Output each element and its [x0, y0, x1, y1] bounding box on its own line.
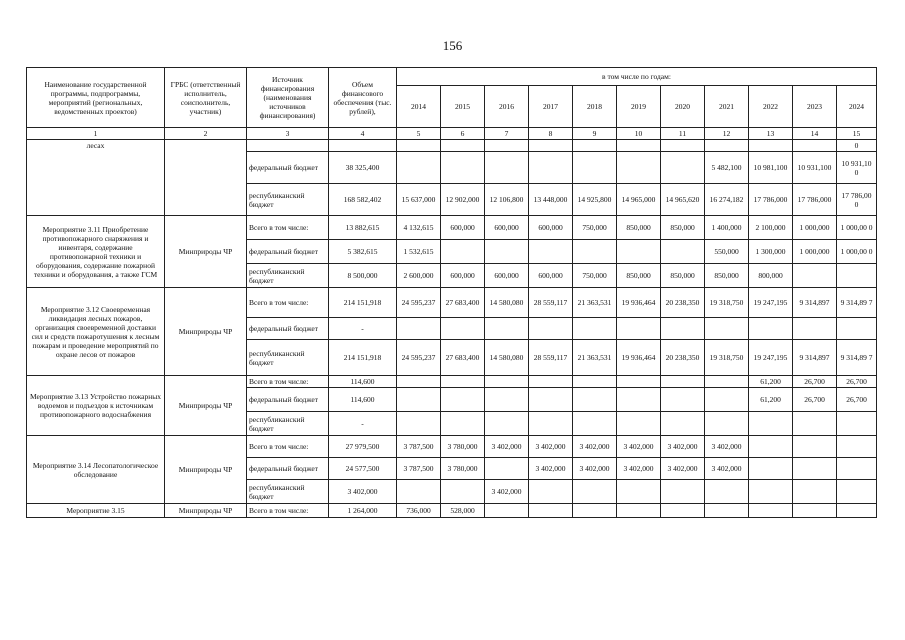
column-number: 8	[529, 128, 573, 140]
year-value	[529, 388, 573, 412]
year-value	[573, 240, 617, 264]
year-value	[573, 504, 617, 518]
year-value	[441, 240, 485, 264]
year-value	[749, 412, 793, 436]
source-cell: Всего в том числе:	[247, 376, 329, 388]
year-value	[397, 388, 441, 412]
column-number: 11	[661, 128, 705, 140]
year-value	[793, 504, 837, 518]
year-value	[485, 152, 529, 184]
year-value	[573, 480, 617, 504]
year-value: 17 786,000	[793, 184, 837, 216]
header-by-years: в том числе по годам:	[397, 68, 877, 86]
year-value	[573, 388, 617, 412]
year-value	[397, 152, 441, 184]
year-value: 850,000	[617, 264, 661, 288]
year-value	[793, 458, 837, 480]
year-value	[529, 140, 573, 152]
total-cell: 1 264,000	[329, 504, 397, 518]
column-number: 4	[329, 128, 397, 140]
year-value: 19 318,750	[705, 288, 749, 318]
year-value	[485, 376, 529, 388]
year-value	[441, 140, 485, 152]
table-row	[27, 504, 877, 518]
year-value: 0	[837, 140, 877, 152]
year-value: 3 402,000	[485, 480, 529, 504]
year-value	[837, 264, 877, 288]
year-header: 2024	[837, 86, 877, 128]
total-cell	[329, 140, 397, 152]
source-cell: федеральный бюджет	[247, 458, 329, 480]
year-value	[573, 140, 617, 152]
year-value: 3 780,000	[441, 436, 485, 458]
year-value: 2 100,000	[749, 216, 793, 240]
year-value	[793, 480, 837, 504]
year-value: 1 000,00 0	[837, 240, 877, 264]
year-value	[793, 318, 837, 340]
year-value: 1 400,000	[705, 216, 749, 240]
total-cell: 214 151,918	[329, 340, 397, 376]
continuation-grbs	[165, 140, 247, 216]
total-cell: 114,600	[329, 388, 397, 412]
year-value: 600,000	[441, 264, 485, 288]
year-value: 9 314,89 7	[837, 340, 877, 376]
year-value: 14 965,000	[617, 184, 661, 216]
year-value	[617, 504, 661, 518]
measure-grbs: Минприроды ЧР	[165, 216, 247, 288]
year-value	[441, 318, 485, 340]
year-value: 19 247,195	[749, 288, 793, 318]
year-header: 2021	[705, 86, 749, 128]
year-value: 19 247,195	[749, 340, 793, 376]
year-value	[661, 388, 705, 412]
total-cell: 27 979,500	[329, 436, 397, 458]
year-value	[397, 480, 441, 504]
year-value: 20 238,350	[661, 340, 705, 376]
year-value	[661, 240, 705, 264]
year-value: 3 402,000	[617, 458, 661, 480]
year-value: 24 595,237	[397, 288, 441, 318]
year-value	[661, 140, 705, 152]
source-cell: республиканский бюджет	[247, 480, 329, 504]
column-number: 2	[165, 128, 247, 140]
column-number: 5	[397, 128, 441, 140]
year-header: 2015	[441, 86, 485, 128]
table-row	[27, 436, 877, 458]
year-value: 600,000	[485, 264, 529, 288]
year-value: 750,000	[573, 216, 617, 240]
year-value: 750,000	[573, 264, 617, 288]
header-grbs: ГРБС (ответственный исполнитель, соисполнитель, участник)	[165, 68, 247, 128]
source-cell: республиканский бюджет	[247, 184, 329, 216]
year-value	[705, 480, 749, 504]
year-value	[617, 388, 661, 412]
year-value: 19 936,464	[617, 340, 661, 376]
year-value	[397, 318, 441, 340]
year-value	[573, 318, 617, 340]
total-cell: 8 500,000	[329, 264, 397, 288]
year-header: 2019	[617, 86, 661, 128]
year-value: 24 595,237	[397, 340, 441, 376]
table-row	[27, 288, 877, 318]
year-value	[573, 152, 617, 184]
year-value	[397, 376, 441, 388]
year-value: 3 402,000	[705, 458, 749, 480]
year-value: 2 600,000	[397, 264, 441, 288]
year-value: 3 402,000	[617, 436, 661, 458]
year-header: 2018	[573, 86, 617, 128]
year-header: 2016	[485, 86, 529, 128]
measure-name: Мероприятие 3.15	[27, 504, 165, 518]
year-value	[749, 458, 793, 480]
year-value: 3 402,000	[705, 436, 749, 458]
year-value: 21 363,531	[573, 288, 617, 318]
source-cell: республиканский бюджет	[247, 412, 329, 436]
year-value: 10 981,100	[749, 152, 793, 184]
year-value: 61,200	[749, 388, 793, 412]
year-value: 3 402,000	[529, 458, 573, 480]
year-value	[529, 318, 573, 340]
year-value: 600,000	[441, 216, 485, 240]
year-value: 1 000,000	[793, 216, 837, 240]
year-value	[485, 388, 529, 412]
year-value	[617, 412, 661, 436]
year-header: 2017	[529, 86, 573, 128]
year-value: 21 363,531	[573, 340, 617, 376]
year-value	[485, 504, 529, 518]
budget-table	[26, 67, 877, 518]
column-number: 15	[837, 128, 877, 140]
year-value: 12 106,800	[485, 184, 529, 216]
measure-grbs: Минприроды ЧР	[165, 288, 247, 376]
total-cell: -	[329, 318, 397, 340]
measure-grbs: Минприроды ЧР	[165, 504, 247, 518]
year-value	[617, 376, 661, 388]
year-value	[705, 318, 749, 340]
year-value	[749, 140, 793, 152]
year-value: 14 925,800	[573, 184, 617, 216]
year-value	[397, 140, 441, 152]
year-value	[441, 412, 485, 436]
year-value	[661, 376, 705, 388]
year-value	[529, 240, 573, 264]
year-value	[661, 318, 705, 340]
source-cell: Всего в том числе:	[247, 288, 329, 318]
year-value: 1 300,000	[749, 240, 793, 264]
year-value: 10 931,100	[793, 152, 837, 184]
year-value: 736,000	[397, 504, 441, 518]
year-value	[529, 480, 573, 504]
year-value	[793, 140, 837, 152]
source-cell: федеральный бюджет	[247, 240, 329, 264]
column-number: 9	[573, 128, 617, 140]
year-value: 13 448,000	[529, 184, 573, 216]
year-value: 17 786,000	[749, 184, 793, 216]
year-value	[837, 458, 877, 480]
year-value: 12 902,000	[441, 184, 485, 216]
year-value	[705, 388, 749, 412]
year-value: 14 965,620	[661, 184, 705, 216]
year-value	[661, 504, 705, 518]
year-value	[529, 412, 573, 436]
year-header: 2020	[661, 86, 705, 128]
total-cell: 13 882,615	[329, 216, 397, 240]
table-row	[27, 376, 877, 388]
year-value: 3 787,500	[397, 436, 441, 458]
year-value: 3 402,000	[529, 436, 573, 458]
year-value	[529, 376, 573, 388]
source-cell: Всего в том числе:	[247, 216, 329, 240]
year-header: 2014	[397, 86, 441, 128]
year-value	[529, 152, 573, 184]
column-number: 6	[441, 128, 485, 140]
year-value	[749, 480, 793, 504]
year-value: 9 314,89 7	[837, 288, 877, 318]
column-number: 3	[247, 128, 329, 140]
page-number: 156	[442, 38, 463, 53]
year-value	[837, 480, 877, 504]
year-value: 14 580,080	[485, 340, 529, 376]
year-value: 528,000	[441, 504, 485, 518]
year-value: 600,000	[485, 216, 529, 240]
total-cell: 3 402,000	[329, 480, 397, 504]
year-value	[837, 436, 877, 458]
year-value: 26,700	[837, 376, 877, 388]
year-value	[573, 376, 617, 388]
year-value: 800,000	[749, 264, 793, 288]
year-value	[705, 412, 749, 436]
year-value	[617, 240, 661, 264]
column-number: 14	[793, 128, 837, 140]
year-value: 3 780,000	[441, 458, 485, 480]
year-value	[485, 140, 529, 152]
year-value: 9 314,897	[793, 340, 837, 376]
year-value: 3 402,000	[661, 458, 705, 480]
year-value	[705, 140, 749, 152]
measure-name: Мероприятие 3.12 Своевременная ликвидация лесных пожаров, организация своевременной доставки сил и средств пожаротушения к лесным пожарам и проведение мероприятий по охране лесов от пожаров	[27, 288, 165, 376]
year-value: 5 482,100	[705, 152, 749, 184]
year-value	[485, 458, 529, 480]
year-value: 4 132,615	[397, 216, 441, 240]
year-value	[793, 436, 837, 458]
header-source: Источник финансирования (наименования источников финансирования)	[247, 68, 329, 128]
total-cell: -	[329, 412, 397, 436]
year-value	[661, 480, 705, 504]
year-value: 3 787,500	[397, 458, 441, 480]
measure-name: Мероприятие 3.14 Лесопатологическое обследование	[27, 436, 165, 504]
year-value	[793, 412, 837, 436]
year-value	[837, 504, 877, 518]
year-value	[485, 412, 529, 436]
year-value	[441, 152, 485, 184]
total-cell: 5 382,615	[329, 240, 397, 264]
year-value: 600,000	[529, 216, 573, 240]
year-value: 27 683,400	[441, 340, 485, 376]
total-cell: 38 325,400	[329, 152, 397, 184]
table-row	[27, 216, 877, 240]
source-cell: федеральный бюджет	[247, 152, 329, 184]
year-value: 1 000,000	[793, 240, 837, 264]
year-value	[397, 412, 441, 436]
year-value: 550,000	[705, 240, 749, 264]
year-value	[705, 376, 749, 388]
year-value	[705, 504, 749, 518]
source-cell: федеральный бюджет	[247, 388, 329, 412]
header-name: Наименование государственной программы, подпрограммы, мероприятий (региональных, ведомственных проектов)	[27, 68, 165, 128]
year-value: 850,000	[617, 216, 661, 240]
year-value: 15 637,000	[397, 184, 441, 216]
year-value: 61,200	[749, 376, 793, 388]
year-value: 850,000	[705, 264, 749, 288]
year-value	[529, 504, 573, 518]
total-cell: 168 582,402	[329, 184, 397, 216]
year-value: 1 000,00 0	[837, 216, 877, 240]
year-value: 3 402,000	[485, 436, 529, 458]
year-value	[617, 318, 661, 340]
source-cell: республиканский бюджет	[247, 340, 329, 376]
source-cell: Всего в том числе:	[247, 436, 329, 458]
year-value	[749, 318, 793, 340]
continuation-name: лесах	[27, 140, 165, 216]
year-value	[661, 152, 705, 184]
year-value	[617, 152, 661, 184]
year-value	[617, 140, 661, 152]
year-value: 16 274,182	[705, 184, 749, 216]
total-cell: 114,600	[329, 376, 397, 388]
measure-name: Мероприятие 3.11 Приобретение противопожарного снаряжения и инвентаря, содержание противопожарной техники и оборудования, содержание пожарной техники и оборудования, а также ГСМ	[27, 216, 165, 288]
year-value: 9 314,897	[793, 288, 837, 318]
year-value	[485, 318, 529, 340]
year-value	[793, 264, 837, 288]
year-value	[573, 412, 617, 436]
year-value: 20 238,350	[661, 288, 705, 318]
source-cell: республиканский бюджет	[247, 264, 329, 288]
measure-grbs: Минприроды ЧР	[165, 376, 247, 436]
source-cell: федеральный бюджет	[247, 318, 329, 340]
year-value: 17 786,00 0	[837, 184, 877, 216]
year-value: 3 402,000	[573, 458, 617, 480]
year-value: 19 936,464	[617, 288, 661, 318]
column-number: 12	[705, 128, 749, 140]
year-value	[837, 318, 877, 340]
year-value: 27 683,400	[441, 288, 485, 318]
year-value	[661, 412, 705, 436]
column-number: 1	[27, 128, 165, 140]
measure-grbs: Минприроды ЧР	[165, 436, 247, 504]
year-value: 600,000	[529, 264, 573, 288]
year-value: 3 402,000	[573, 436, 617, 458]
year-value: 14 580,080	[485, 288, 529, 318]
year-value	[441, 480, 485, 504]
year-value	[485, 240, 529, 264]
header-volume: Объем финансового обеспечения (тыс. рублей),	[329, 68, 397, 128]
year-value	[617, 480, 661, 504]
year-value	[749, 504, 793, 518]
year-value: 19 318,750	[705, 340, 749, 376]
total-cell: 24 577,500	[329, 458, 397, 480]
year-value	[749, 436, 793, 458]
column-number: 7	[485, 128, 529, 140]
year-value	[837, 412, 877, 436]
year-value: 28 559,117	[529, 288, 573, 318]
year-header: 2023	[793, 86, 837, 128]
year-value	[441, 376, 485, 388]
year-value: 28 559,117	[529, 340, 573, 376]
year-value: 3 402,000	[661, 436, 705, 458]
year-value: 26,700	[837, 388, 877, 412]
source-cell	[247, 140, 329, 152]
total-cell: 214 151,918	[329, 288, 397, 318]
measure-name: Мероприятие 3.13 Устройство пожарных водоемов и подъездов к источникам противопожарного водоснабжения	[27, 376, 165, 436]
year-value: 26,700	[793, 376, 837, 388]
year-value: 26,700	[793, 388, 837, 412]
year-value: 850,000	[661, 216, 705, 240]
year-value	[441, 388, 485, 412]
year-value: 850,000	[661, 264, 705, 288]
year-value: 10 931,10 0	[837, 152, 877, 184]
column-number: 13	[749, 128, 793, 140]
year-value: 1 532,615	[397, 240, 441, 264]
column-number: 10	[617, 128, 661, 140]
year-header: 2022	[749, 86, 793, 128]
source-cell: Всего в том числе:	[247, 504, 329, 518]
